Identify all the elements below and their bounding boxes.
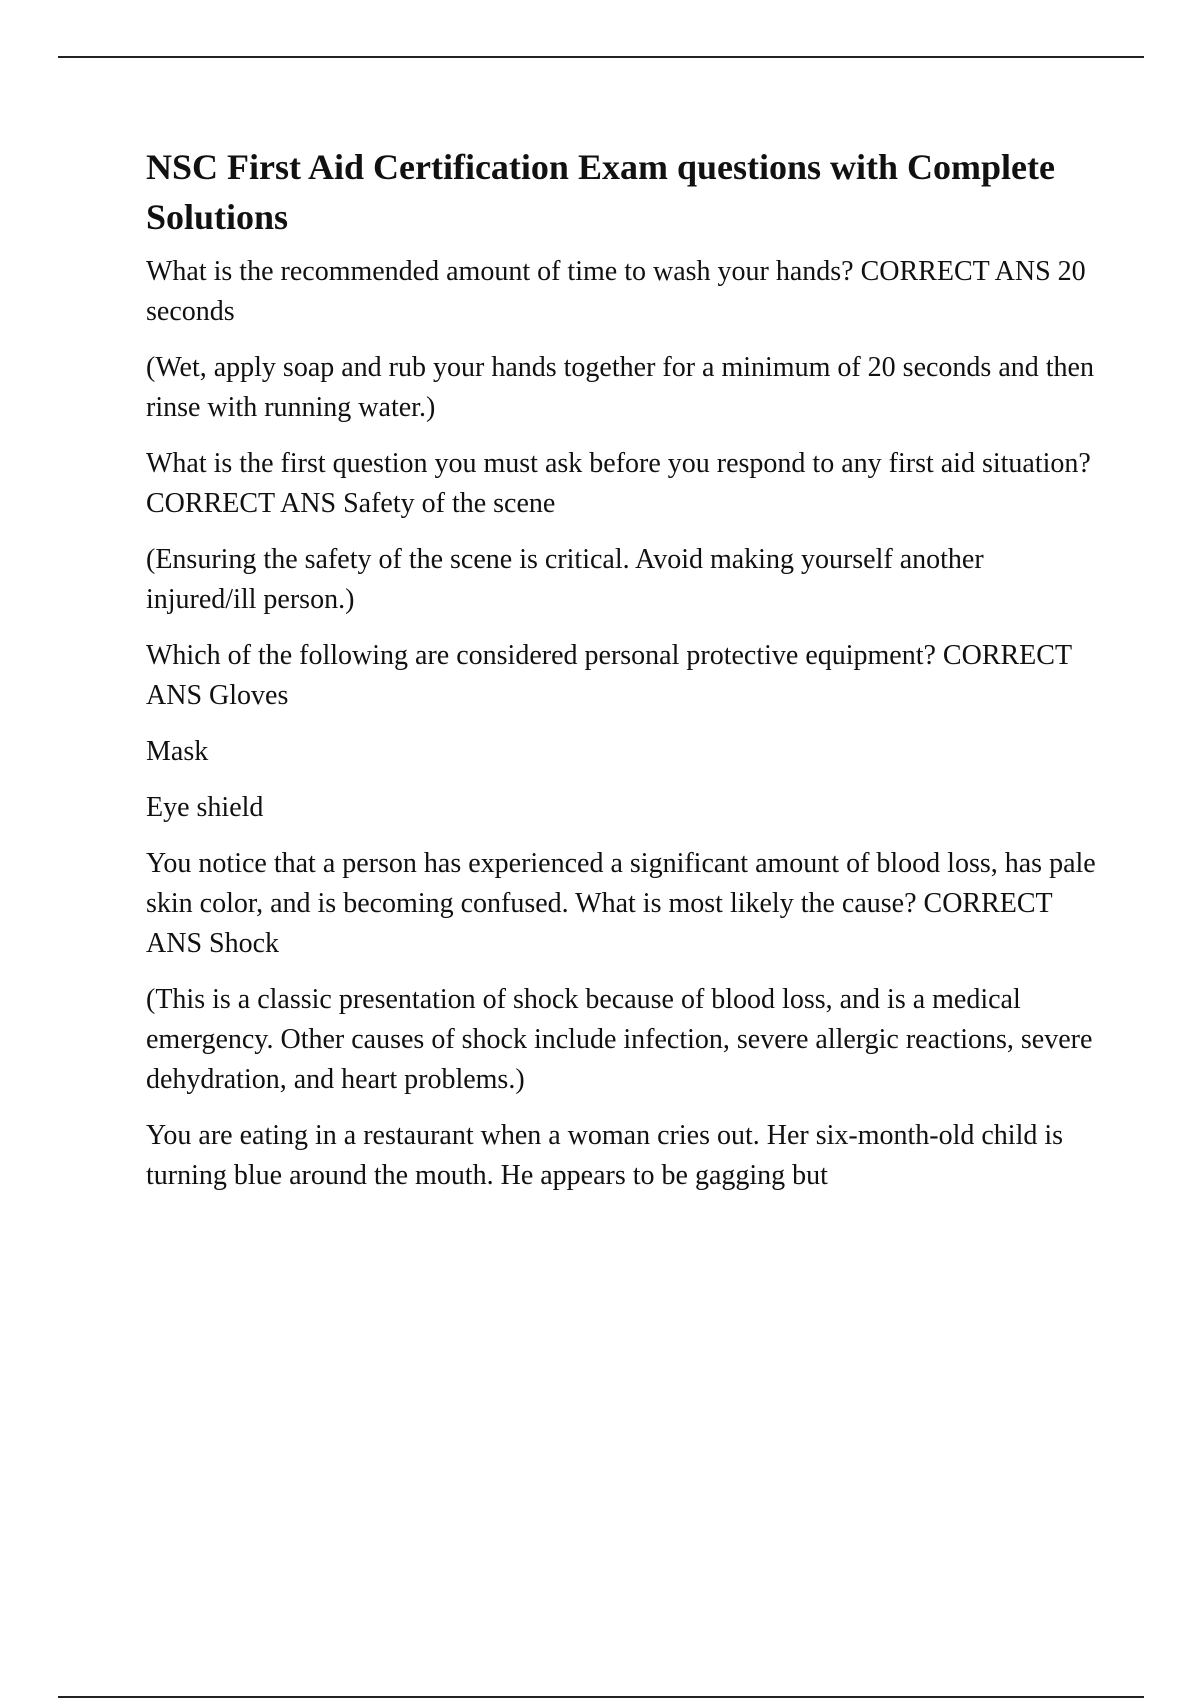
header-rule xyxy=(58,56,1144,58)
explanation-text: (This is a classic presentation of shock because of blood loss, and is a medical emergency. Other causes of shock include infection, severe allergic reactions, severe dehydration, and heart problems.) xyxy=(146,984,1093,1095)
qa-item-4 xyxy=(146,844,1096,1100)
question-text: You are eating in a restaurant when a woman cries out. Her six-month-old child is turning blue around the mouth. He appears to be gagging but xyxy=(146,1120,1064,1191)
qa-item-5 xyxy=(146,1116,1096,1196)
question-text: What is the first question you must ask before you respond to any first aid situation? CORRECT ANS Safety of the scene xyxy=(146,448,1091,519)
explanation-text: (Wet, apply soap and rub your hands together for a minimum of 20 seconds and then rinse with running water.) xyxy=(146,352,1094,423)
answer-line: Mask xyxy=(146,736,209,767)
qa-item-1 xyxy=(146,252,1096,428)
footer-rule xyxy=(58,1696,1144,1698)
explanation-text: (Ensuring the safety of the scene is critical. Avoid making yourself another injured/ill person.) xyxy=(146,544,984,615)
question-text: You notice that a person has experienced a significant amount of blood loss, has pale skin color, and is becoming confused. What is most likely the cause? CORRECT ANS Shock xyxy=(146,848,1096,959)
document-title: NSC First Aid Certification Exam questions with Complete Solutions xyxy=(146,147,1055,237)
qa-item-3 xyxy=(146,636,1096,828)
qa-item-2 xyxy=(146,444,1096,620)
answer-line: Eye shield xyxy=(146,792,264,823)
question-text: What is the recommended amount of time to wash your hands? CORRECT ANS 20 seconds xyxy=(146,256,1086,327)
question-text: Which of the following are considered personal protective equipment? CORRECT ANS Gloves xyxy=(146,640,1072,711)
document-body xyxy=(146,142,1096,1212)
